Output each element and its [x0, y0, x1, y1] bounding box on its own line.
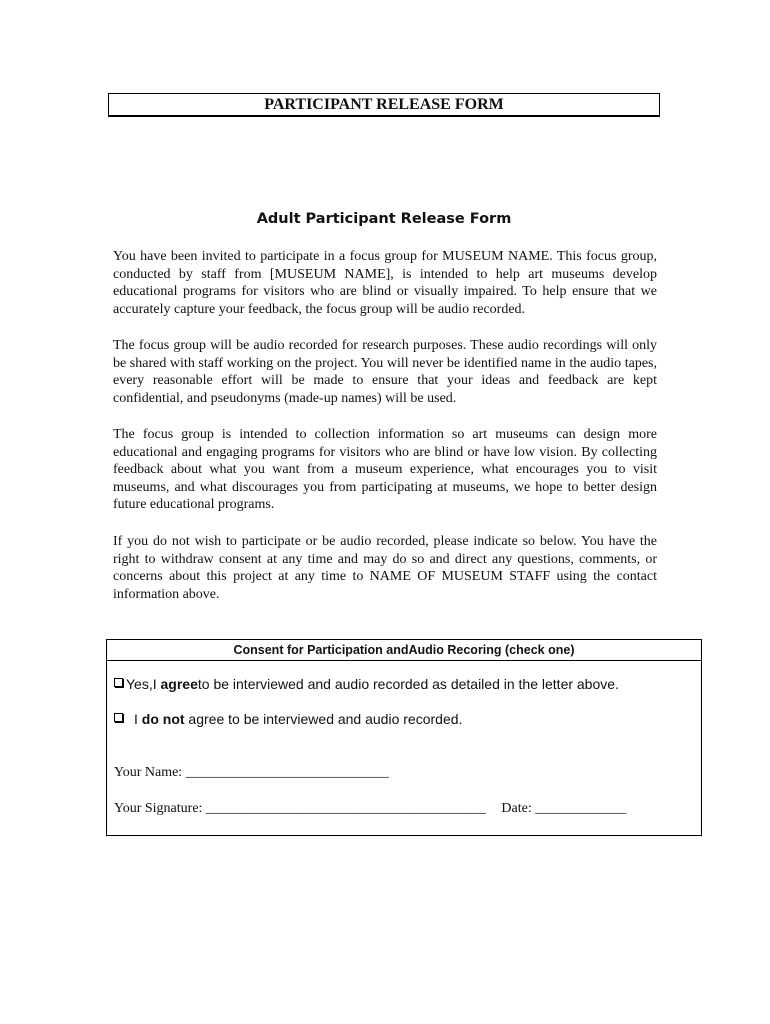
agree-text: to be interviewed and audio recorded as detailed in the letter above.	[197, 676, 619, 692]
consent-option-decline	[114, 710, 462, 728]
form-subtitle: Adult Participant Release Form	[256, 211, 512, 227]
agree-prefix: Yes,I	[126, 676, 161, 692]
signature-field[interactable]: ________________________________________	[205, 801, 486, 816]
form-title-box	[108, 93, 660, 117]
agree-checkbox[interactable]	[114, 678, 123, 687]
form-title: PARTICIPANT RELEASE FORM	[264, 96, 504, 113]
name-field[interactable]: _____________________________	[185, 765, 389, 780]
consent-section	[106, 639, 702, 836]
consent-option-agree	[114, 675, 619, 693]
intro-paragraph: You have been invited to participate in a focus group for MUSEUM NAME. This focus group, conducted by staff from [MUSEUM NAME], is intended to help art museums develop educational programs for visitors who are blind or visually impaired. To help ensure that we accurately capture your feedback, the focus group will be audio recorded.	[113, 249, 657, 317]
agree-bold: agree	[160, 676, 198, 692]
decline-prefix: I	[134, 711, 142, 727]
decline-text: agree to be interviewed and audio recorded.	[184, 711, 463, 727]
withdraw-paragraph: If you do not wish to participate or be audio recorded, please indicate so below. You have the right to withdraw consent at any time and may do so and direct any questions, comments, or concerns about this project at any time to NAME OF MUSEUM STAFF using the contact information above.	[113, 534, 657, 602]
name-field-row	[114, 764, 389, 782]
signature-label: Your Signature:	[114, 801, 203, 816]
date-field[interactable]: _____________	[535, 801, 627, 816]
consent-heading: Consent for Participation andAudio Recoring (check one)	[107, 640, 701, 661]
decline-checkbox[interactable]	[114, 713, 123, 722]
signature-field-row	[114, 800, 626, 818]
decline-bold: do not	[141, 711, 185, 727]
recording-paragraph: The focus group will be audio recorded for research purposes. These audio recordings will only be shared with staff working on the project. You will never be identified name in the audio tapes, every reasonable effort will be made to ensure that your ideas and feedback are kept confidential, and pseudonyms (made-up names) will be used.	[113, 338, 657, 406]
name-label: Your Name:	[114, 765, 183, 780]
purpose-paragraph: The focus group is intended to collection information so art museums can design more educational and engaging programs for visitors who are blind or have low vision. By collecting feedback about what you want from a museum experience, what encourages you to visit museums, and what discourages you from participating at museums, we hope to better design future educational programs.	[113, 427, 657, 513]
date-label: Date:	[501, 801, 532, 816]
